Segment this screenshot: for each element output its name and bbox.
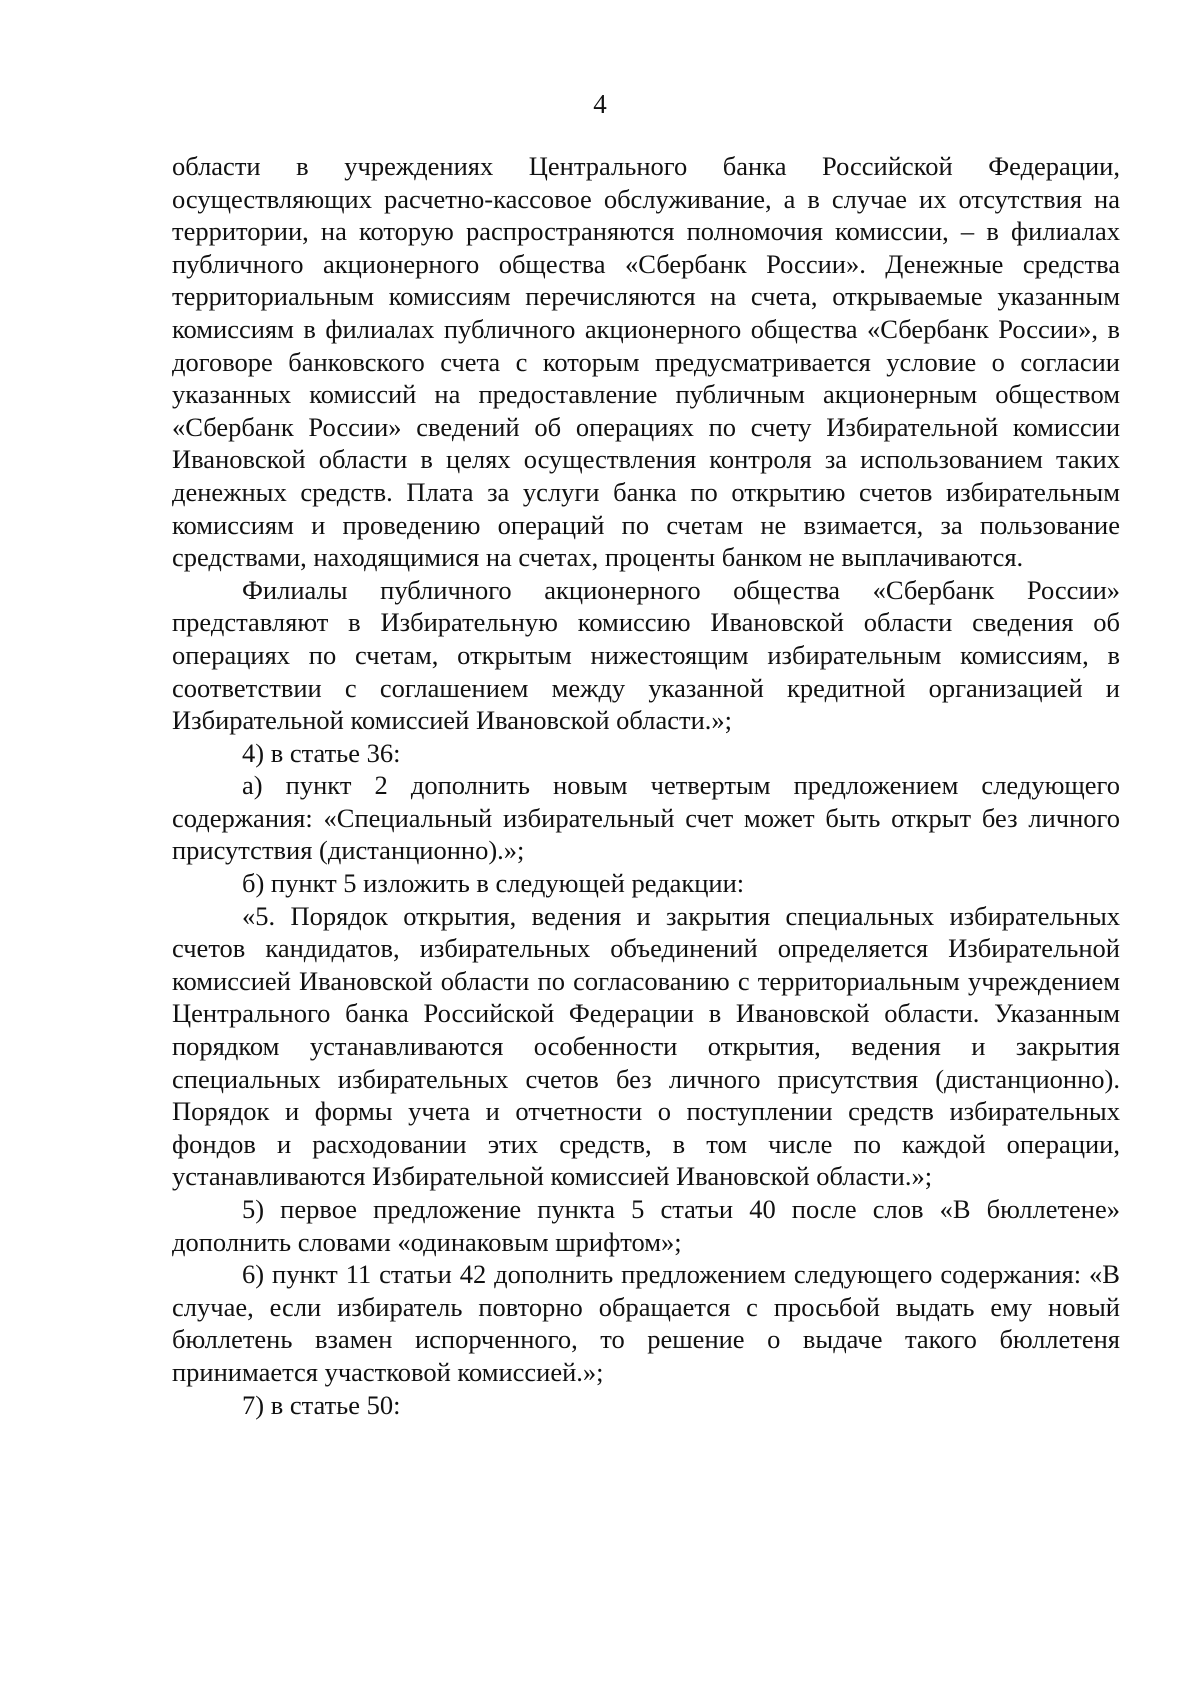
paragraph-sberbank-branches: Филиалы публичного акционерного общества «Сбербанк России» представляют в Избирательную комиссию Ивановской области сведения об операциях по счетам, открытым нижестоящим избирательным комиссиям, в соответствии с соглашением между указанной кредитной организацией и Избирательной комиссией Ивановской области.»; [172, 574, 1120, 736]
paragraph-continuation: области в учреждениях Центрального банка Российской Федерации, осуществляющих расчетно-кассовое обслуживание, а в случае их отсутствия на территории, на которую распространяются полномочия комиссии, – в филиалах публичного акционерного общества «Сбербанк России». Денежные средства территориальным комиссиям перечисляются на счета, открываемые указанным комиссиям в филиалах публичного акционерного общества «Сбербанк России», в договоре банковского счета с которым предусматривается условие о согласии указанных комиссий на предоставление публичным акционерным обществом «Сбербанк России» сведений об операциях по счету Избирательной комиссии Ивановской области в целях осуществления контроля за использованием таких денежных средств. Плата за услуги банка по открытию счетов избирательным комиссиям и проведению операций по счетам не взимается, за пользование средствами, находящимися на счетах, проценты банком не выплачиваются. [172, 151, 1120, 573]
paragraph-item-4: 4) в статье 36: [242, 737, 401, 768]
paragraph-item-4a: а) пункт 2 дополнить новым четвертым предложением следующего содержания: «Специальный избирательный счет может быть открыт без личного присутствия (дистанционно).»; [172, 770, 1120, 866]
paragraph-item-5: 5) первое предложение пункта 5 статьи 40 после слов «В бюллетене» дополнить словами «одинаковым шрифтом»; [172, 1194, 1120, 1257]
paragraph-item-7: 7) в статье 50: [242, 1389, 401, 1420]
paragraph-item-6: 6) пункт 11 статьи 42 дополнить предложением следующего содержания: «В случае, если избиратель повторно обращается с просьбой выдать ему новый бюллетень взамен испорченного, то решение о выдаче такого бюллетеня принимается участковой комиссией.»; [172, 1259, 1120, 1387]
page-number: 4 [593, 89, 607, 119]
paragraph-quoted-point-5: «5. Порядок открытия, ведения и закрытия специальных избирательных счетов кандидатов, избирательных объединений определяется Избирательной комиссией Ивановской области по согласованию с территориальным учреждением Центрального банка Российской Федерации в Ивановской области. Указанным порядком устанавливаются особенности открытия, ведения и закрытия специальных избирательных счетов без личного присутствия (дистанционно). Порядок и формы учета и отчетности о поступлении средств избирательных фондов и расходовании этих средств, в том числе по каждой операции, устанавливаются Избирательной комиссией Ивановской области.»; [172, 900, 1120, 1192]
paragraph-item-4b: б) пункт 5 изложить в следующей редакции: [242, 868, 745, 899]
document-body [172, 150, 1120, 1421]
